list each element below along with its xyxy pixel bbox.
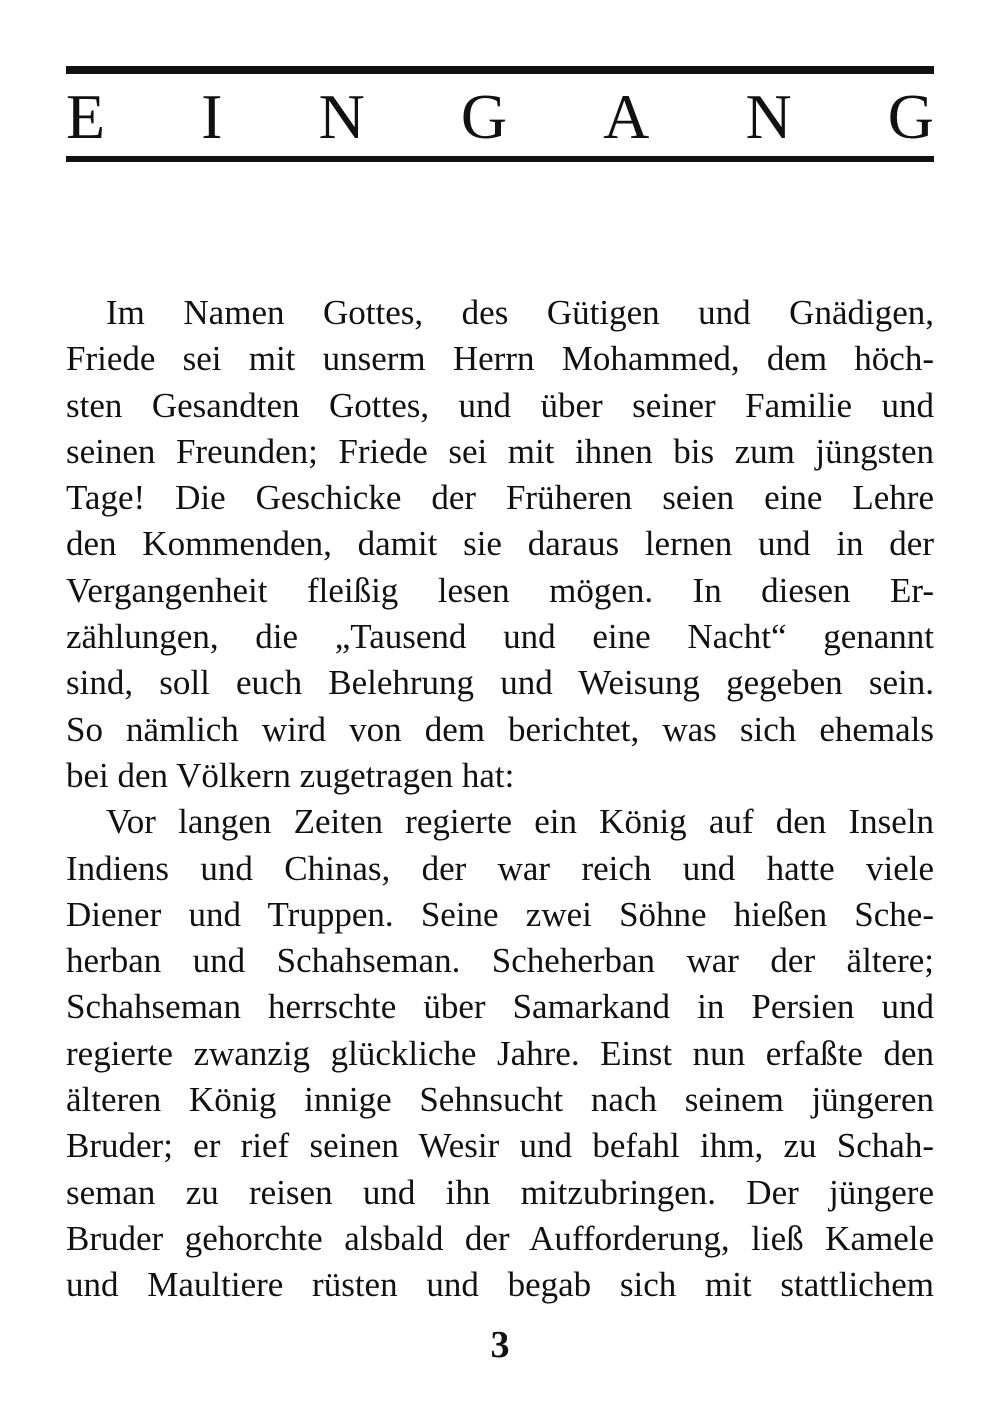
text-line: sind, soll euch Belehrung und Weisung gegeben sein. xyxy=(66,663,934,703)
paragraph-1 xyxy=(66,290,934,799)
text-line: Vergangenheit fleißig lesen mögen. In diesen Er- xyxy=(66,570,934,610)
text-line: seman zu reisen und ihn mitzubringen. Der jüngere xyxy=(66,1172,934,1212)
text-line: Tage! Die Geschicke der Früheren seien eine Lehre xyxy=(66,478,934,518)
page-number: 3 xyxy=(490,1324,510,1366)
text-line: seinen Freunden; Friede sei mit ihnen bis zum jüngsten xyxy=(66,431,934,471)
text-line: herban und Schahseman. Scheherban war der ältere; xyxy=(66,941,934,981)
text-line: Diener und Truppen. Seine zwei Söhne hießen Sche- xyxy=(66,894,934,934)
heading-letter: N xyxy=(318,81,365,152)
heading-letter: N xyxy=(745,81,792,152)
text-line: älteren König innige Sehnsucht nach seinem jüngeren xyxy=(66,1080,934,1120)
heading-rule-top xyxy=(66,66,934,74)
heading-letter: E xyxy=(66,81,106,152)
paragraph-2 xyxy=(66,799,934,1308)
text-line: So nämlich wird von dem berichtet, was sich ehemals xyxy=(66,709,934,749)
text-line: Im Namen Gottes, des Gütigen und Gnädigen, xyxy=(106,293,934,332)
text-line: Schahseman herrschte über Samarkand in Persien und xyxy=(66,987,934,1027)
text-line: Indiens und Chinas, der war reich und hatte viele xyxy=(66,848,934,888)
text-line: sten Gesandten Gottes, und über seiner Familie und xyxy=(66,385,934,425)
text-line: Vor langen Zeiten regierte ein König auf den Inseln xyxy=(106,802,934,842)
text-line: zählungen, die „Tausend und eine Nacht“ genannt xyxy=(66,617,934,657)
text-line: und Maultiere rüsten und begab sich mit stattlichem xyxy=(66,1265,934,1305)
heading-rule-bottom xyxy=(66,156,934,162)
text-line: regierte zwanzig glückliche Jahre. Einst nun erfaßte den xyxy=(66,1033,934,1073)
text-line: Friede sei mit unserm Herrn Mohammed, dem höch- xyxy=(66,339,934,379)
text-line: den Kommenden, damit sie daraus lernen und in der xyxy=(66,524,934,564)
text-line: Bruder gehorchte alsbald der Aufforderung, ließ Kamele xyxy=(66,1218,934,1258)
text-line: bei den Völkern zugetragen hat: xyxy=(66,755,515,795)
heading-letter: G xyxy=(887,81,934,152)
chapter-heading xyxy=(66,82,934,152)
heading-letter: G xyxy=(460,81,508,152)
heading-letter: I xyxy=(201,81,223,152)
heading-letter: A xyxy=(603,81,650,152)
body-text xyxy=(66,290,934,1309)
text-line: Bruder; er rief seinen Wesir und befahl ihm, zu Schah- xyxy=(66,1126,934,1166)
